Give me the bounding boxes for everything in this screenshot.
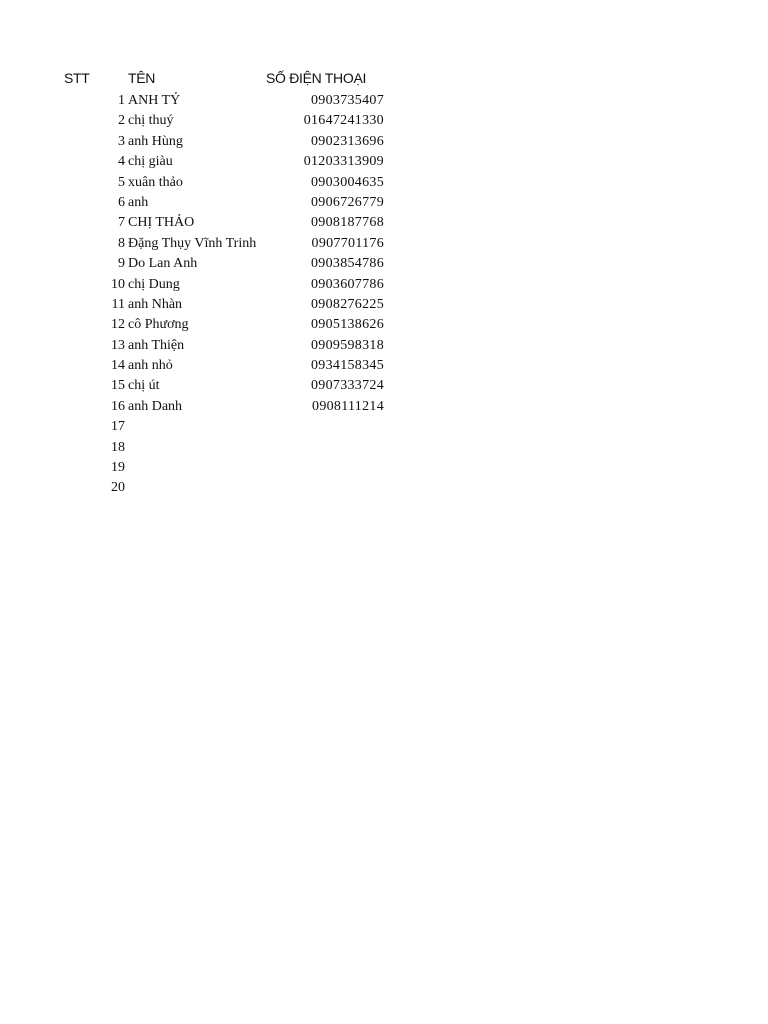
row-stt: 19 bbox=[111, 460, 125, 476]
table-row bbox=[0, 91, 768, 111]
row-stt: 13 bbox=[111, 337, 125, 353]
row-phone: 0907333724 bbox=[311, 378, 384, 394]
header-name: TÊN bbox=[128, 70, 156, 86]
row-stt: 10 bbox=[111, 276, 125, 292]
row-name: chị thuý bbox=[128, 113, 174, 129]
row-stt: 17 bbox=[111, 419, 125, 435]
table-row bbox=[0, 111, 768, 131]
row-stt: 14 bbox=[111, 358, 125, 374]
row-phone: 0905138626 bbox=[311, 317, 384, 333]
row-stt: 5 bbox=[118, 174, 125, 190]
row-stt: 12 bbox=[111, 317, 125, 333]
row-phone: 0908276225 bbox=[311, 296, 384, 312]
row-name: cô Phương bbox=[128, 317, 189, 333]
table-row bbox=[0, 397, 768, 417]
table-row bbox=[0, 193, 768, 213]
row-stt: 9 bbox=[118, 256, 125, 272]
row-phone: 0903854786 bbox=[311, 256, 384, 272]
row-stt: 8 bbox=[118, 235, 125, 251]
row-name: anh Nhàn bbox=[128, 296, 183, 312]
row-phone: 0906726779 bbox=[311, 194, 384, 210]
table-header bbox=[0, 70, 768, 90]
table-row bbox=[0, 173, 768, 193]
row-stt: 4 bbox=[118, 154, 125, 170]
row-phone: 0907701176 bbox=[311, 235, 384, 251]
table-row bbox=[0, 234, 768, 254]
table-row bbox=[0, 275, 768, 295]
row-phone: 0908187768 bbox=[311, 215, 384, 231]
row-name: chị giàu bbox=[128, 154, 173, 170]
row-phone: 0934158345 bbox=[311, 358, 384, 374]
row-stt: 18 bbox=[111, 439, 125, 455]
row-stt: 11 bbox=[111, 296, 125, 312]
table-row bbox=[0, 213, 768, 233]
header-stt: STT bbox=[64, 70, 90, 86]
row-stt: 20 bbox=[111, 480, 125, 496]
row-name: CHỊ THẢO bbox=[128, 215, 195, 231]
row-stt: 16 bbox=[111, 398, 125, 414]
row-name: anh bbox=[128, 194, 149, 210]
row-phone: 01647241330 bbox=[303, 113, 384, 129]
row-stt: 2 bbox=[118, 113, 125, 129]
row-name: anh Hùng bbox=[128, 133, 183, 149]
row-phone: 0903735407 bbox=[311, 93, 384, 108]
header-phone: SỐ ĐIỆN THOẠI bbox=[266, 70, 367, 86]
row-stt: 7 bbox=[118, 215, 125, 231]
row-stt: 15 bbox=[111, 378, 125, 394]
row-name: ANH TỶ bbox=[128, 93, 181, 108]
row-phone: 0909598318 bbox=[311, 337, 384, 353]
table-row bbox=[0, 295, 768, 315]
row-name: anh Thiện bbox=[128, 337, 185, 353]
row-name: xuân thảo bbox=[128, 174, 183, 190]
row-phone: 0903004635 bbox=[311, 174, 384, 190]
table-row bbox=[0, 478, 768, 498]
row-name: chị Dung bbox=[128, 276, 180, 292]
row-stt: 1 bbox=[118, 93, 125, 108]
table-row bbox=[0, 376, 768, 396]
table-row bbox=[0, 132, 768, 152]
row-phone: 0908111214 bbox=[312, 398, 384, 414]
table-row bbox=[0, 417, 768, 437]
row-name: Đặng Thụy Vĩnh Trinh bbox=[128, 235, 257, 251]
row-name: chị út bbox=[128, 378, 160, 394]
row-name: Do Lan Anh bbox=[128, 256, 198, 272]
table-row bbox=[0, 458, 768, 478]
table-row bbox=[0, 438, 768, 458]
row-stt: 6 bbox=[118, 194, 125, 210]
row-phone: 01203313909 bbox=[303, 154, 384, 170]
table-row bbox=[0, 336, 768, 356]
table-row bbox=[0, 152, 768, 172]
table-body bbox=[0, 91, 768, 499]
row-phone: 0902313696 bbox=[311, 133, 384, 149]
table-row bbox=[0, 315, 768, 335]
row-phone: 0903607786 bbox=[311, 276, 384, 292]
row-name: anh nhỏ bbox=[128, 358, 173, 374]
row-stt: 3 bbox=[118, 133, 125, 149]
table-row bbox=[0, 356, 768, 376]
table-row bbox=[0, 254, 768, 274]
row-name: anh Danh bbox=[128, 398, 183, 414]
